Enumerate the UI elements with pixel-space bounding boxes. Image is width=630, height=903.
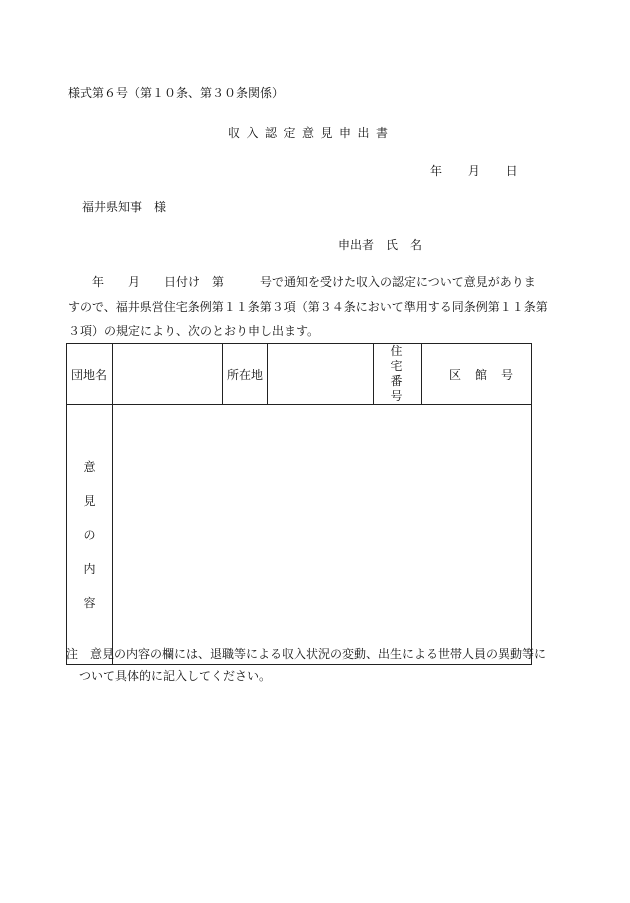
opinion-label-char-2: 見 [83,493,96,508]
footnote-line-2: ついて具体的に記入してください。 [79,669,272,683]
footnote [66,643,547,687]
kukan-label: 区館号 [448,367,527,382]
kukan-field[interactable] [422,344,532,405]
body-line-3: ３項）の規定により、次のとおり申し出ます。 [68,324,320,338]
jutaku-number-label [374,344,422,405]
danchi-label: 団地名 [67,344,113,405]
document-title: 収入認定意見申出書 [228,126,395,140]
date-year: 年 [430,164,443,178]
footnote-line-1: 注 意見の内容の欄には、退職等による収入状況の変動、出生による世帯人員の異動等に [66,647,547,661]
jutaku-label-bottom: 番号 [390,374,413,403]
body-line-1: 年 月 日付け 第 号で通知を受けた収入の認定について意見がありま [68,275,536,289]
body-line-2: すので、福井県営住宅条例第１１条第３項（第３４条において準用する同条例第１１条第 [68,299,548,314]
date-day: 日 [505,164,518,178]
addressee: 福井県知事 様 [82,200,167,214]
opinion-label [67,405,113,665]
body-text [68,270,548,344]
date-month: 月 [467,164,480,178]
date-line [430,162,518,179]
opinion-label-char-5: 容 [83,595,96,610]
shozaichi-label: 所在地 [223,344,268,405]
form-number: 様式第６号（第１０条、第３０条関係） [68,86,285,100]
opinion-label-char-4: 内 [83,561,96,576]
applicant-name-label: 申出者 氏 名 [338,238,423,252]
application-form-table [66,343,532,665]
opinion-label-char-3: の [83,527,96,542]
opinion-label-char-1: 意 [83,459,96,474]
jutaku-label-top: 住宅 [390,344,413,373]
shozaichi-field[interactable] [268,344,374,405]
opinion-content-field[interactable] [113,405,532,665]
danchi-field[interactable] [113,344,223,405]
